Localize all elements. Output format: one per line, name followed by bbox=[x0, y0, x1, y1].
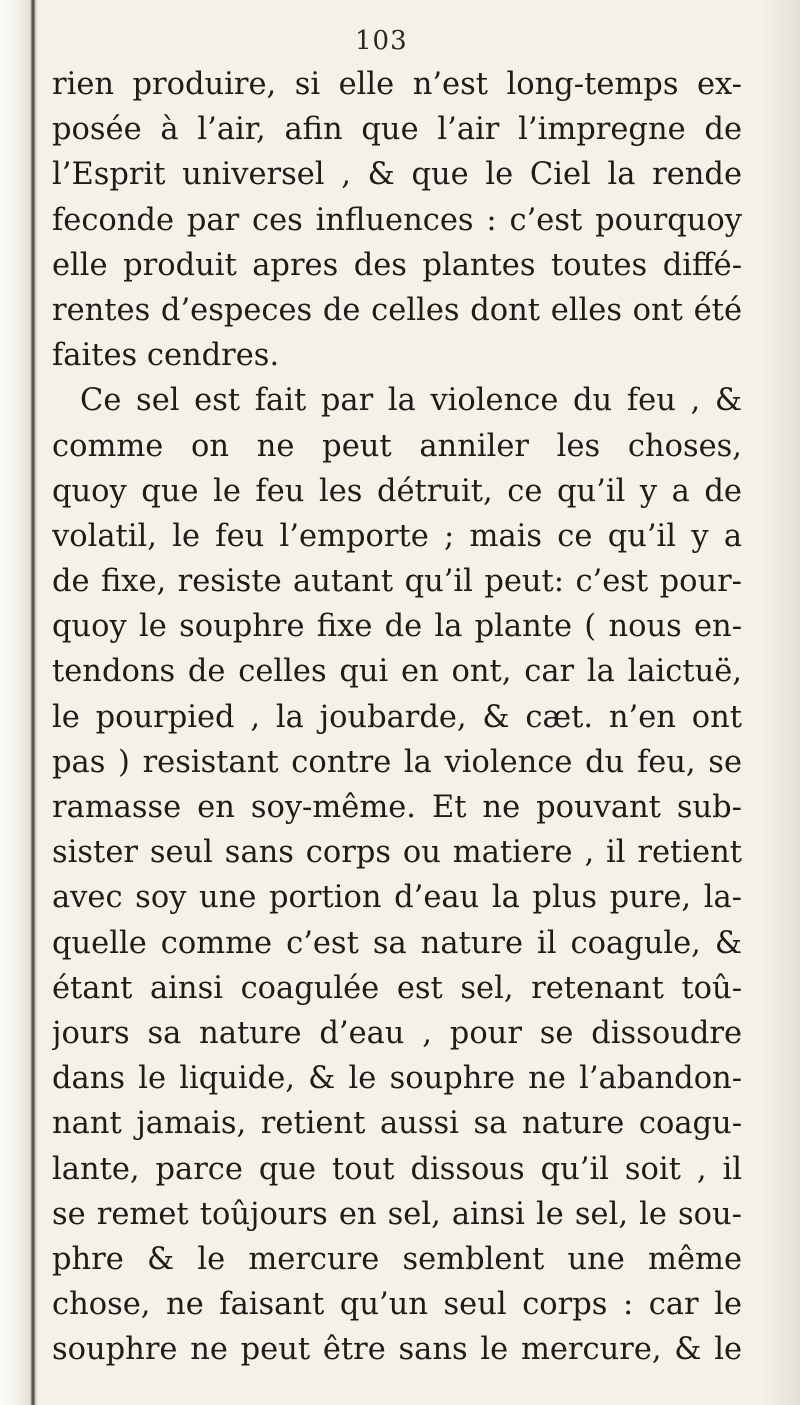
text-line: le pourpied , la joubarde, & cæt. n’en ont bbox=[52, 699, 742, 735]
paragraph-start-line: Ce sel est fait par la violence du feu , & bbox=[80, 383, 742, 419]
text-line: sister seul sans corps ou matiere , il retient bbox=[52, 835, 742, 871]
text-line: tendons de celles qui en ont, car la laictuë, bbox=[52, 654, 742, 690]
text-line: phre & le mercure semblent une même bbox=[52, 1241, 742, 1277]
text-line: chose, ne faisant qu’un seul corps : car le bbox=[52, 1287, 742, 1323]
text-line: feconde par ces influences : c’est pourquoy bbox=[52, 202, 742, 238]
text-line: étant ainsi coagulée est sel, retenant toû- bbox=[52, 970, 742, 1006]
text-line: rien produire, si elle n’est long-temps ex- bbox=[52, 67, 742, 102]
text-line: ramasse en soy-même. Et ne pouvant sub- bbox=[52, 790, 742, 825]
text-line: jours sa nature d’eau , pour se dissoudre bbox=[52, 1015, 742, 1051]
text-line: dans le liquide, & le souphre ne l’abandon- bbox=[52, 1061, 742, 1097]
text-line: de fixe, resiste autant qu’il peut: c’est pour- bbox=[52, 564, 742, 600]
text-line: se remet toûjours en sel, ainsi le sel, le sou- bbox=[52, 1196, 742, 1232]
binding-gutter bbox=[0, 0, 38, 1405]
page-number: 103 bbox=[355, 26, 408, 56]
text-line: quoy le souphre fixe de la plante ( nous en- bbox=[52, 609, 742, 645]
text-line: nant jamais, retient aussi sa nature coagu- bbox=[52, 1106, 742, 1142]
text-line: elle produit apres des plantes toutes diffé- bbox=[52, 247, 742, 283]
text-line: souphre ne peut être sans le mercure, & le bbox=[52, 1332, 742, 1368]
page-edge-shadow bbox=[760, 0, 800, 1405]
text-line: posée à l’air, afin que l’air l’impregne de bbox=[52, 112, 742, 148]
text-line: avec soy une portion d’eau la plus pure, la- bbox=[52, 880, 742, 916]
text-line: lante, parce que tout dissous qu’il soit , il bbox=[52, 1151, 742, 1187]
text-line: comme on ne peut anniler les choses, bbox=[52, 428, 742, 464]
body-text bbox=[52, 62, 742, 1372]
text-line: quoy que le feu les détruit, ce qu’il y a de bbox=[52, 473, 742, 509]
text-line: rentes d’especes de celles dont elles ont été bbox=[52, 292, 742, 328]
text-line: l’Esprit universel , & que le Ciel la rende bbox=[52, 157, 742, 193]
text-line: pas ) resistant contre la violence du feu, se bbox=[52, 744, 742, 780]
text-line: volatil, le feu l’emporte ; mais ce qu’il y a bbox=[52, 518, 742, 554]
text-line: quelle comme c’est sa nature il coagule, & bbox=[52, 925, 742, 961]
text-line: faites cendres. bbox=[52, 338, 280, 374]
